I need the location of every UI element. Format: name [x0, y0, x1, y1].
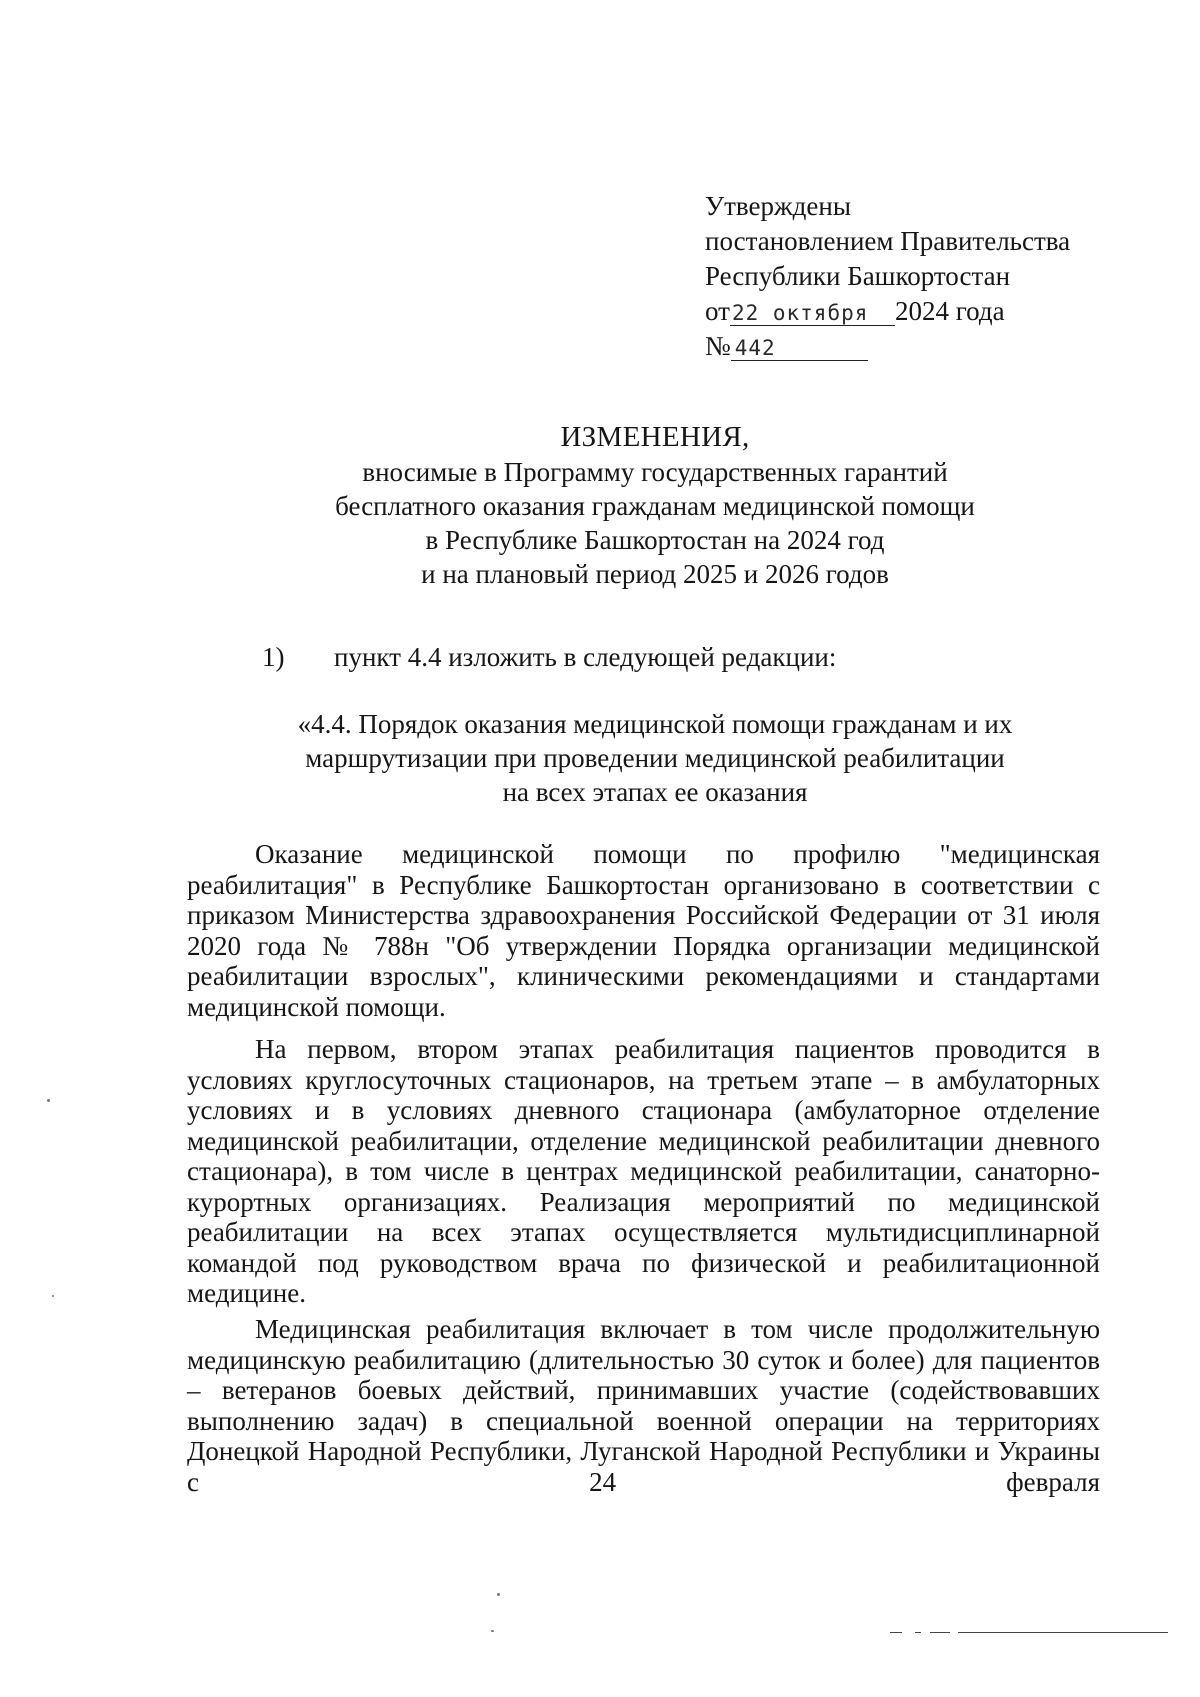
list-item-text: пункт 4.4 изложить в следующей редакции: — [334, 642, 837, 672]
paragraph-2: На первом, втором этапах реабилитация пациентов проводится в условиях круглосуточных стационаров, на третьем этапе – в амбулаторных условиях и в условиях дневного стационара (амбулаторное отделение медицинской реабилитации, отделение медицинской реабилитации дневного стационара), в том числе в центрах медицинской реабилитации, санаторно-курортных организациях. Реализация мероприятий по медицинской реабилитации на всех этапах осуществляется мультидисциплинарной командой под руководством врача по физической и реабилитационной медицине. — [187, 1034, 1100, 1308]
approval-date-prefix: от — [705, 296, 730, 326]
scan-footer-line — [890, 1632, 902, 1633]
scan-speck — [47, 1099, 50, 1102]
approval-date-suffix: 2024 года — [894, 296, 1005, 326]
subtitle-line-3: в Республике Башкортостан на 2024 год — [425, 525, 885, 555]
approval-date-line — [705, 294, 1070, 329]
approval-date-value: 22 октября — [730, 301, 895, 326]
paragraph-3: Медицинская реабилитация включает в том числе продолжительную медицинскую реабилитацию (длительностью 30 суток и более) для пациентов – ветеранов боевых действий, принимавших участие (содействовавших выполнению задач) в специальной военной операции на территориях Донецкой Народной Республики, Луганской Народной Республики и Украины с 24 февраля — [187, 1314, 1100, 1497]
subtitle-line-2: бесплатного оказания гражданам медицинской помощи — [335, 491, 975, 521]
scan-footer-line — [915, 1632, 921, 1633]
scan-footer-line — [958, 1632, 1168, 1633]
approval-line-1: Утверждены — [705, 191, 851, 221]
subtitle-line-1: вносимые в Программу государственных гарантий — [362, 457, 948, 487]
approval-line-3: Республики Башкортостан — [705, 261, 1011, 291]
document-subtitle — [250, 455, 1060, 591]
scan-footer-line — [930, 1632, 950, 1633]
section-heading-line-2: маршрутизации при проведении медицинской реабилитации — [305, 743, 1005, 773]
approval-line-2: постановлением Правительства — [705, 226, 1071, 256]
section-heading-line-3: на всех этапах ее оказания — [502, 777, 808, 807]
scan-speck — [491, 1630, 494, 1632]
approval-number-line — [705, 329, 1070, 364]
section-heading-line-1: «4.4. Порядок оказания медицинской помощи гражданам и их — [297, 709, 1013, 739]
scan-speck — [497, 1593, 500, 1596]
approval-number-prefix: № — [705, 331, 731, 361]
list-item — [262, 640, 836, 674]
paragraph-1: Оказание медицинской помощи по профилю "медицинская реабилитация" в Республике Башкортостан организовано в соответствии с приказом Министерства здравоохранения Российской Федерации от 31 июля 2020 года № 788н "Об утверждении Порядка организации медицинской реабилитации взрослых", клиническими рекомендациями и стандартами медицинской помощи. — [187, 839, 1100, 1022]
subtitle-line-4: и на плановый период 2025 и 2026 годов — [421, 559, 889, 589]
section-heading — [255, 707, 1055, 809]
document-title: ИЗМЕНЕНИЯ, — [560, 421, 750, 453]
approval-number-value: 442 — [731, 336, 868, 361]
scan-speck — [52, 1295, 54, 1297]
list-item-number: 1) — [262, 642, 285, 672]
approval-block — [705, 189, 1070, 364]
